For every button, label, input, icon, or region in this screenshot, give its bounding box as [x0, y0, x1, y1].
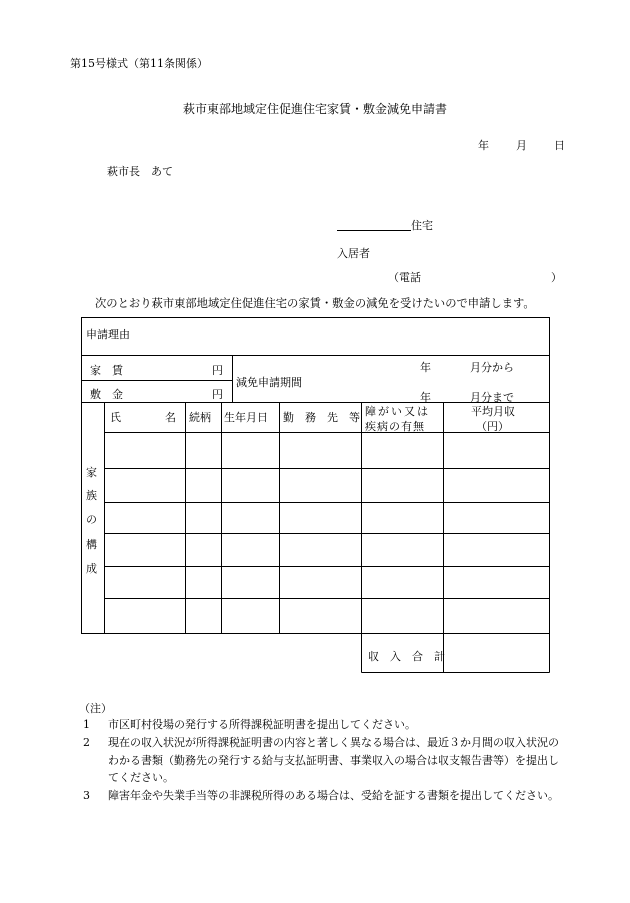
- residence-label: 住宅: [411, 219, 433, 232]
- note-text: 現在の収入状況が所得課税証明書の内容と著しく異なる場合は、最近３か月間の収入状況のわかる書類（勤務先の発行する給与支払証明書、事業収入の場合は収支報告書等）を提出してください。: [108, 736, 559, 784]
- period-to-label: 月分まで: [470, 391, 514, 404]
- period-to-year: 年: [420, 391, 431, 404]
- phone-label: （電話: [388, 271, 421, 284]
- rent-label: 家 賃: [90, 364, 123, 377]
- intro-text: 次のとおり萩市東部地域定住促進住宅の家賃・敷金の減免を受けたいので申請します。: [95, 297, 535, 310]
- note-item: [83, 734, 563, 788]
- date-day-label: 日: [554, 139, 565, 152]
- note-item: [83, 716, 563, 734]
- period-label: 減免申請期間: [236, 376, 302, 389]
- col-header-disability: 疾病の有無: [365, 420, 425, 433]
- col-header-relation: 続柄: [189, 411, 211, 424]
- family-label-char: 族: [86, 489, 97, 502]
- period-from-year: 年: [420, 361, 431, 374]
- note-item: [83, 787, 563, 823]
- note-text: 障害年金や失業手当等の非課税所得のある場合は、受給を証する書類を提出してください。: [108, 789, 559, 802]
- note-text: 市区町村役場の発行する所得課税証明書を提出してください。: [108, 718, 416, 731]
- col-header-birth: 生年月日: [224, 411, 268, 424]
- note-number: 3: [83, 789, 90, 802]
- total-income-label: 収 入 合 計: [368, 650, 445, 663]
- page-title: 萩市東部地域定住促進住宅家賃・敷金減免申請書: [182, 102, 447, 116]
- family-label-char: 家: [86, 466, 97, 479]
- deposit-label: 敷 金: [90, 388, 123, 401]
- note-number: 2: [83, 736, 90, 749]
- family-label-char: の: [86, 513, 97, 526]
- family-label-char: 成: [86, 562, 97, 575]
- addressee: 萩市長 あて: [107, 165, 173, 178]
- col-header-income: （円）: [476, 420, 509, 433]
- col-header-disability: 障がい又は: [365, 405, 430, 418]
- date-year-label: 年: [478, 139, 489, 152]
- col-header-workplace: 勤 務 先 等: [283, 411, 360, 424]
- phone-close-paren: ）: [551, 271, 562, 284]
- form-number: 第15号様式（第11条関係）: [70, 57, 208, 70]
- col-header-name: 氏 名: [110, 411, 176, 424]
- family-label-char: 構: [86, 538, 97, 551]
- notes-heading: （注）: [79, 702, 112, 715]
- resident-label: 入居者: [337, 247, 370, 260]
- deposit-yen-unit: 円: [212, 388, 223, 401]
- col-header-income: 平均月収: [471, 405, 515, 418]
- period-from-label: 月分から: [470, 361, 514, 374]
- date-month-label: 月: [516, 139, 527, 152]
- note-number: 1: [83, 718, 90, 731]
- rent-yen-unit: 円: [212, 364, 223, 377]
- reason-label: 申請理由: [86, 328, 130, 341]
